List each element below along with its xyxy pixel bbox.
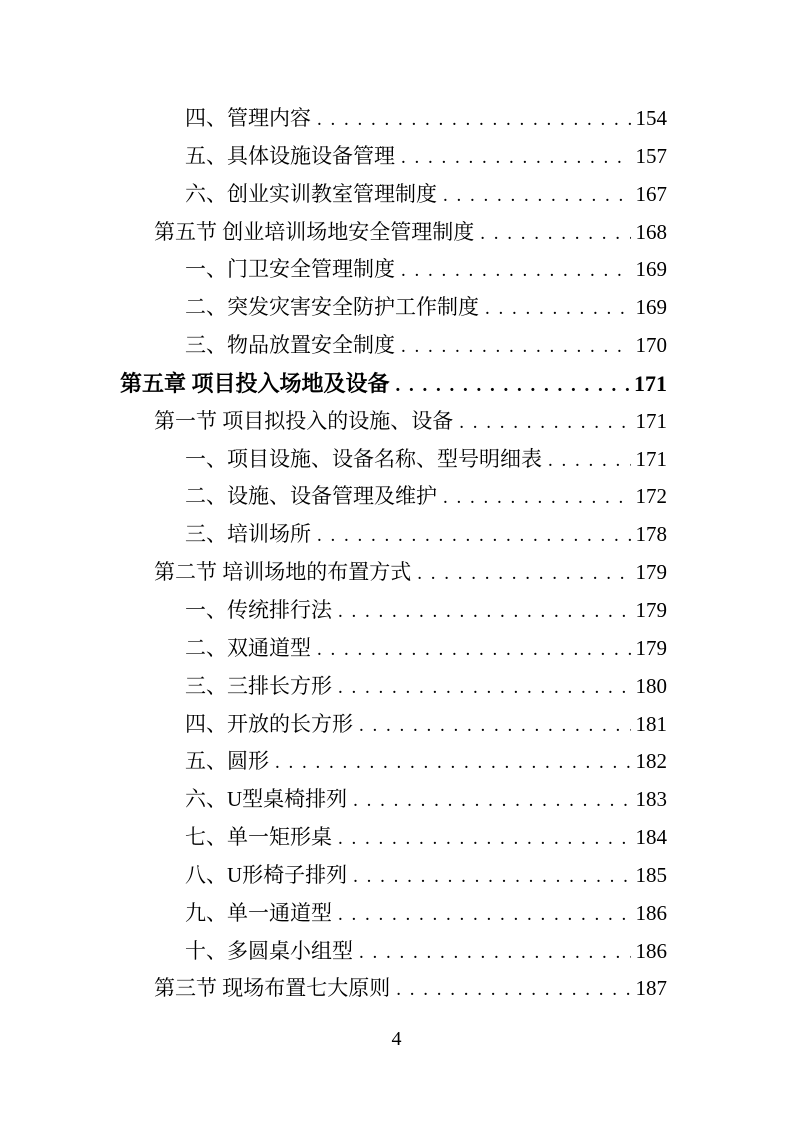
toc-entry-label: 二、双通道型 (185, 635, 311, 660)
toc-entry-label: 第五章 项目投入场地及设备 (120, 370, 390, 396)
toc-dot-leader (396, 971, 630, 1009)
toc-entry-page: 170 (635, 333, 667, 358)
page-number: 4 (391, 1028, 402, 1050)
toc-entry (120, 441, 667, 479)
toc-entry-page: 167 (635, 181, 667, 206)
toc-dot-leader (317, 631, 631, 669)
toc-entry (120, 403, 667, 441)
page-footer (0, 1024, 793, 1054)
toc-entry-label: 七、单一矩形桌 (185, 825, 332, 850)
toc-entry-page: 182 (635, 749, 667, 774)
toc-list (120, 100, 667, 1008)
toc-entry-label: 一、项目设施、设备名称、型号明细表 (185, 446, 542, 471)
toc-entry (120, 743, 667, 781)
toc-entry-label: 三、培训场所 (185, 522, 311, 547)
toc-entry-page: 180 (635, 673, 667, 698)
toc-entry (120, 819, 667, 857)
toc-entry-label: 九、单一通道型 (185, 900, 332, 925)
toc-entry-page: 186 (635, 900, 667, 925)
toc-entry-label: 二、突发灾害安全防护工作制度 (185, 295, 479, 320)
toc-dot-leader (338, 896, 631, 934)
toc-entry-page: 169 (635, 257, 667, 282)
toc-entry-label: 一、门卫安全管理制度 (185, 257, 395, 282)
toc-dot-leader (485, 290, 631, 328)
toc-entry-label: 一、传统排行法 (185, 597, 332, 622)
toc-entry (120, 781, 667, 819)
toc-entry (120, 630, 667, 668)
toc-entry-page: 186 (635, 938, 667, 963)
toc-dot-leader (353, 858, 630, 896)
toc-entry-label: 三、物品放置安全制度 (185, 333, 395, 358)
toc-entry (120, 592, 667, 630)
toc-entry-label: 第一节 项目拟投入的设施、设备 (154, 408, 454, 433)
toc-entry-page: 183 (635, 787, 667, 812)
toc-entry-label: 三、三排长方形 (185, 673, 332, 698)
toc-entry-page: 172 (635, 484, 667, 509)
toc-entry-page: 184 (635, 825, 667, 850)
toc-entry-page: 157 (635, 143, 667, 168)
toc-dot-leader (401, 328, 631, 366)
toc-entry (120, 289, 667, 327)
toc-entry (120, 554, 667, 592)
toc-entry-label: 第五节 创业培训场地安全管理制度 (154, 219, 475, 244)
toc-entry-page: 179 (635, 635, 667, 660)
toc-entry-label: 四、管理内容 (185, 106, 311, 130)
toc-entry (120, 933, 667, 971)
toc-entry (120, 970, 667, 1008)
toc-entry-label: 五、具体设施设备管理 (185, 143, 395, 168)
toc-entry-page: 171 (634, 370, 667, 396)
toc-dot-leader (338, 593, 631, 631)
toc-entry-page: 168 (635, 219, 667, 244)
toc-entry (120, 478, 667, 516)
toc-entry-label: 六、创业实训教室管理制度 (185, 181, 437, 206)
toc-entry (120, 857, 667, 895)
toc-dot-leader (480, 215, 630, 253)
toc-entry (120, 516, 667, 554)
toc-dot-leader (359, 934, 631, 972)
toc-dot-leader (417, 555, 630, 593)
toc-dot-leader (401, 139, 631, 177)
toc-entry (120, 327, 667, 365)
toc-dot-leader (353, 782, 630, 820)
toc-entry-label: 八、U形椅子排列 (185, 862, 348, 887)
toc-entry-label: 十、多圆桌小组型 (185, 938, 353, 963)
toc-dot-leader (275, 744, 631, 782)
toc-dot-leader (338, 820, 631, 858)
toc-entry (120, 100, 667, 138)
toc-entry (120, 706, 667, 744)
toc-entry-page: 169 (635, 295, 667, 320)
toc-entry-label: 五、圆形 (185, 749, 269, 774)
toc-dot-leader (459, 404, 630, 442)
toc-entry-label: 第二节 培训场地的布置方式 (154, 560, 412, 585)
toc-dot-leader (396, 367, 629, 405)
toc-dot-leader (443, 479, 631, 517)
toc-entry-page: 178 (635, 522, 667, 547)
toc-entry-page: 154 (635, 106, 667, 130)
toc-entry-page: 181 (635, 711, 667, 736)
toc-entry-page: 179 (635, 597, 667, 622)
toc-dot-leader (548, 442, 631, 480)
toc-dot-leader (443, 177, 631, 215)
toc-entry-page: 171 (635, 408, 667, 433)
toc-entry (120, 176, 667, 214)
toc-entry (120, 214, 667, 252)
toc-entry (120, 251, 667, 289)
toc-entry-label: 第三节 现场布置七大原则 (154, 976, 391, 1001)
toc-dot-leader (317, 517, 631, 555)
toc-dot-leader (359, 707, 631, 745)
toc-entry-label: 二、设施、设备管理及维护 (185, 484, 437, 509)
toc-dot-leader (401, 252, 631, 290)
toc-dot-leader (317, 101, 631, 139)
toc-entry (120, 895, 667, 933)
toc-entry-page: 179 (635, 560, 667, 585)
toc-entry-page: 187 (635, 976, 667, 1001)
toc-entry-page: 185 (635, 862, 667, 887)
toc-entry (120, 138, 667, 176)
toc-entry (120, 365, 667, 403)
toc-entry-label: 六、U型桌椅排列 (185, 787, 348, 812)
toc-entry (120, 668, 667, 706)
toc-dot-leader (338, 669, 631, 707)
toc-entry-label: 四、开放的长方形 (185, 711, 353, 736)
toc-entry-page: 171 (635, 446, 667, 471)
